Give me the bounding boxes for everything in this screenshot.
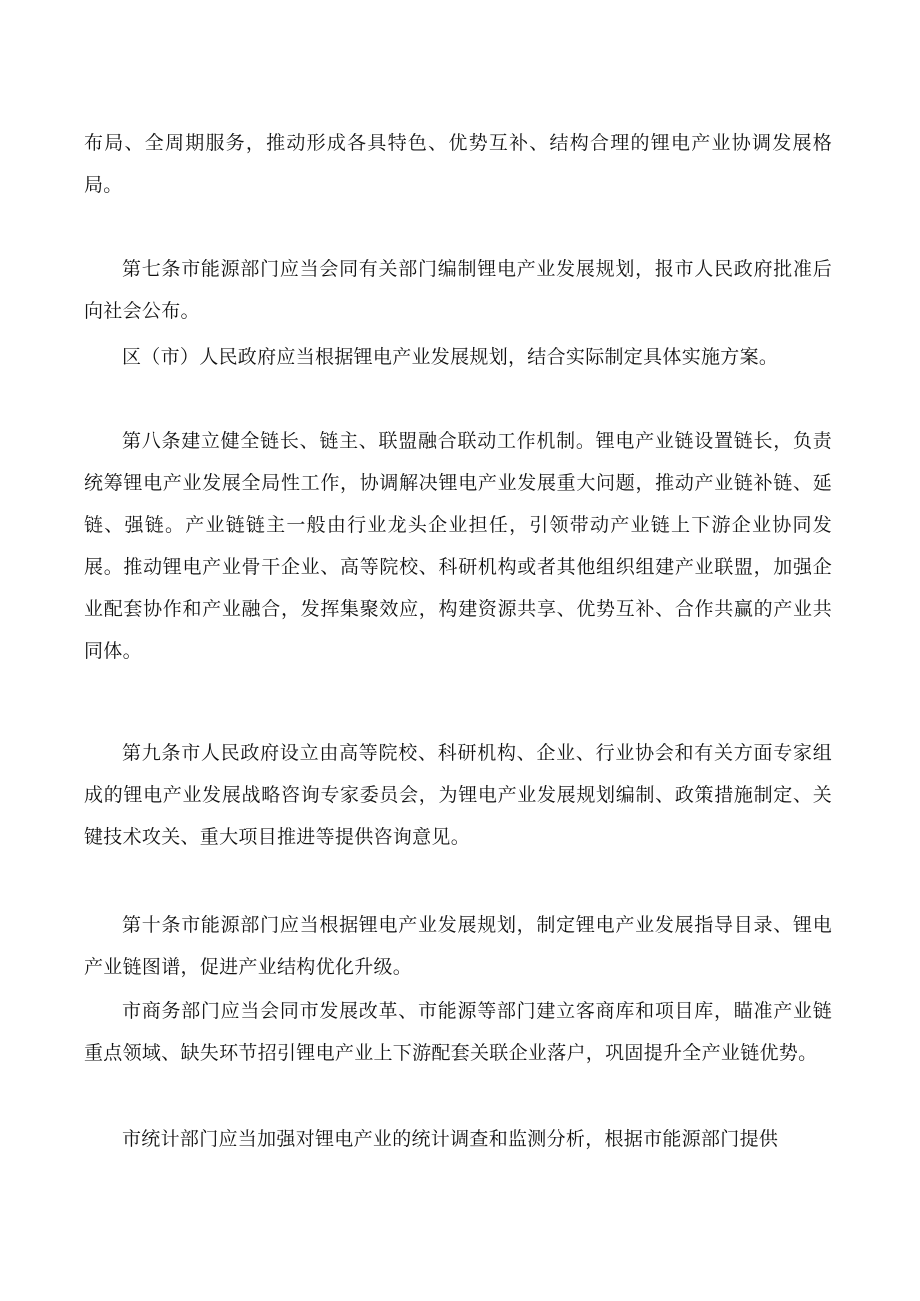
paragraph-article-10: 第十条市能源部门应当根据锂电产业发展规划，制定锂电产业发展指导目录、锂电产业链图谱，促进产业结构优化升级。: [84, 914, 832, 978]
paragraph-continuation: 布局、全周期服务，推动形成各具特色、优势互补、结构合理的锂电产业协调发展格局。: [84, 132, 832, 196]
paragraph-statistics-dept: 市统计部门应当加强对锂电产业的统计调查和监测分析，根据市能源部门提供: [122, 1128, 779, 1150]
paragraph-commerce-dept: 市商务部门应当会同市发展改革、市能源等部门建立客商库和项目库，瞄准产业链重点领域、缺失环节招引锂电产业上下游配套关联企业落户，巩固提升全产业链优势。: [84, 1000, 832, 1064]
paragraph-article-7: 第七条市能源部门应当会同有关部门编制锂电产业发展规划，报市人民政府批准后向社会公布。: [84, 258, 832, 322]
paragraph-article-9: 第九条市人民政府设立由高等院校、科研机构、企业、行业协会和有关方面专家组成的锂电产业发展战略咨询专家委员会，为锂电产业发展规划编制、政策措施制定、关键技术攻关、重大项目推进等提供咨询意见。: [84, 742, 832, 848]
paragraph-article-8: 第八条建立健全链长、链主、联盟融合联动工作机制。锂电产业链设置链长，负责统筹锂电产业发展全局性工作，协调解决锂电产业发展重大问题，推动产业链补链、延链、强链。产业链链主一般由行业龙头企业担任，引领带动产业链上下游企业协同发展。推动锂电产业骨干企业、高等院校、科研机构或者其他组织组建产业联盟，加强企业配套协作和产业融合，发挥集聚效应，构建资源共享、优势互补、合作共赢的产业共同体。: [84, 430, 832, 662]
paragraph-district-plan: 区（市）人民政府应当根据锂电产业发展规划，结合实际制定具体实施方案。: [122, 346, 779, 368]
